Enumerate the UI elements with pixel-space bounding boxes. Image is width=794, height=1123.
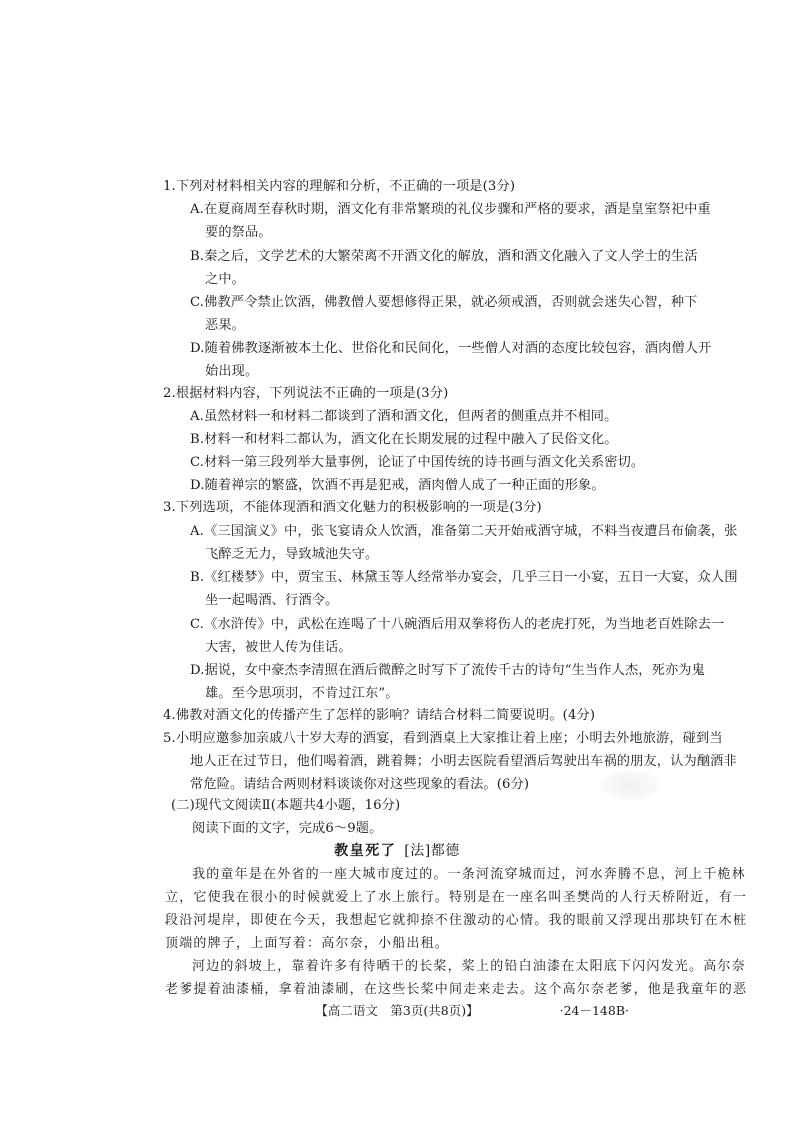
question-1-option-d: D.随着佛教逐渐被本土化、世俗化和民间化，一些僧人对酒的态度比较包容，酒肉僧人开 <box>190 341 712 356</box>
page-footer-code: ·24－148B· <box>559 1003 629 1018</box>
question-1-option-b-cont: 之中。 <box>205 272 246 287</box>
article-title: 教皇死了 <box>334 843 397 859</box>
article-paragraph-1-line-1: 我的童年是在外省的一座大城市度过的。一条河流穿城而过，河水奔腾不息，河上千桅林 <box>192 867 746 882</box>
article-author: [法]都德 <box>404 843 460 859</box>
question-4-stem: 4.佛教对酒文化的传播产生了怎样的影响？请结合材料二简要说明。(4分) <box>163 708 596 723</box>
question-3-option-a: A.《三国演义》中，张飞宴请众人饮酒，准备第二天开始戒酒守城，不料当夜遭吕布偷袭，张 <box>190 524 738 539</box>
question-2-stem: 2.根据材料内容，下列说法不正确的一项是(3分) <box>163 386 449 401</box>
question-3-option-b-cont: 坐一起喝酒、行酒令。 <box>205 593 339 608</box>
question-1-stem: 1.下列对材料相关内容的理解和分析，不正确的一项是(3分) <box>163 179 516 194</box>
question-3-option-d-cont: 雄。至今思项羽，不肯过江东”。 <box>205 686 399 701</box>
question-2-option-d: D.随着禅宗的繁盛，饮酒不再是犯戒，酒肉僧人成了一种正面的形象。 <box>190 478 605 493</box>
question-1-option-b: B.秦之后，文学艺术的大繁荣离不开酒文化的解放，酒和酒文化融入了文人学士的生活 <box>190 249 698 264</box>
article-paragraph-1-line-3: 段沿河堤岸，即使在今天，我想起它就抑捺不住激动的心情。我的眼前又浮现出那块钉在木桩 <box>165 913 748 928</box>
question-3-option-a-cont: 飞醉乏无力，导致城池失守。 <box>205 547 379 562</box>
article-title-line <box>0 843 794 860</box>
question-2-option-a: A.虽然材料一和材料二都谈到了酒和酒文化，但两者的侧重点并不相同。 <box>190 409 618 424</box>
article-paragraph-1-line-2: 立，它使我在很小的时候就爱上了水上旅行。特别是在一座名叫圣樊尚的人行天桥附近，有一 <box>165 890 748 905</box>
article-paragraph-2-line-1: 河边的斜坡上，靠着许多有待晒干的长桨，桨上的铅白油漆在太阳底下闪闪发光。高尔奈 <box>192 959 746 974</box>
article-paragraph-1-line-4: 顶端的牌子，上面写着：高尔奈，小船出租。 <box>165 936 450 951</box>
question-1-option-d-cont: 始出现。 <box>205 364 259 379</box>
section-heading: (二)现代文阅读Ⅱ(本题共4小题，16分) <box>171 798 401 813</box>
question-3-option-c-cont: 大害，被世人传为佳话。 <box>205 640 352 655</box>
article-paragraph-2-line-2: 老爹提着油漆桶，拿着油漆刷，在这些长桨中间走来走去。这个高尔奈老爹，他是我童年的恶 <box>165 982 748 997</box>
question-5-line-1: 5.小明应邀参加亲戚八十岁大寿的酒宴，看到酒桌上大家推让着上座；小明去外地旅游，碰到当 <box>163 731 723 746</box>
question-5-line-3: 常危险。请结合两则材料谈谈你对这些现象的看法。(6分) <box>190 777 530 792</box>
page-footer-label: 【高二语文 第3页(共8页)】 <box>315 1003 479 1018</box>
question-1-option-c-cont: 恶果。 <box>205 318 246 333</box>
question-3-option-d: D.据说，女中豪杰李清照在酒后微醉之时写下了流传千古的诗句“生当作人杰，死亦为鬼 <box>190 663 705 678</box>
question-3-stem: 3.下列选项，不能体现酒和酒文化魅力的积极影响的一项是(3分) <box>163 500 542 515</box>
question-3-option-b: B.《红楼梦》中，贾宝玉、林黛玉等人经常举办宴会，几乎三日一小宴，五日一大宴，众人围 <box>190 570 738 585</box>
question-2-option-c: C.材料一第三段列举大量事例，论证了中国传统的诗书画与酒文化关系密切。 <box>190 455 645 470</box>
scan-smudge <box>600 770 660 800</box>
question-5-line-2: 地人正在过节日，他们喝着酒，跳着舞；小明去医院看望酒后驾驶出车祸的朋友，认为酗酒非 <box>190 754 737 769</box>
question-2-option-b: B.材料一和材料二都认为，酒文化在长期发展的过程中融入了民俗文化。 <box>190 432 618 447</box>
question-1-option-a: A.在夏商周至春秋时期，酒文化有非常繁琐的礼仪步骤和严格的要求，酒是皇室祭祀中重 <box>190 202 711 217</box>
question-1-option-c: C.佛教严令禁止饮酒，佛教僧人要想修得正果，就必须戒酒，否则就会迷失心智，种下 <box>190 295 698 310</box>
question-3-option-c: C.《水浒传》中，武松在连喝了十八碗酒后用双拳将伤人的老虎打死，为当地老百姓除去一 <box>190 617 725 632</box>
section-intro: 阅读下面的文字，完成6～9题。 <box>192 821 383 836</box>
question-1-option-a-cont: 要的祭品。 <box>205 225 272 240</box>
